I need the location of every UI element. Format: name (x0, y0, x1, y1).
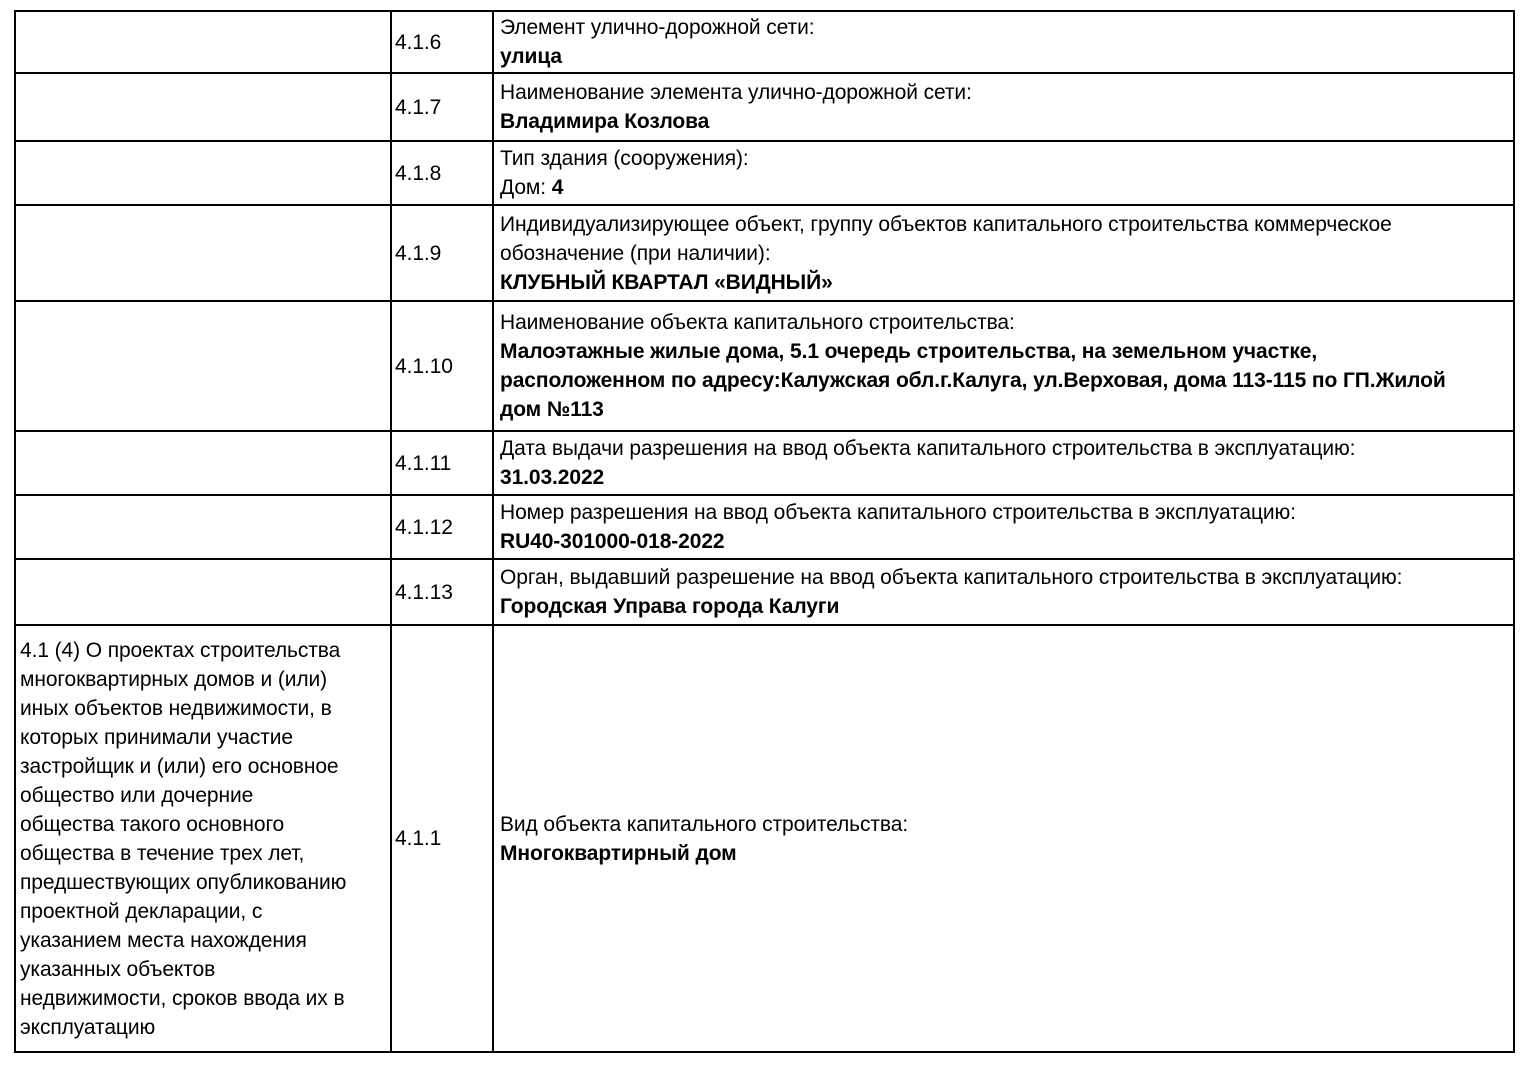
field-value: Малоэтажные жилые дома, 5.1 очередь строительства, на земельном участке, расположенном по адресу:Калужская обл.г.Калуга, ул.Верховая, дома 113-115 по ГП.Жилой дом №113 (500, 340, 1446, 421)
content-cell (493, 141, 1514, 205)
table-row (15, 11, 1514, 73)
field-value: улица (500, 45, 562, 68)
row-number: 4.1.8 (391, 141, 493, 205)
row-number: 4.1.10 (391, 301, 493, 431)
field-label: Элемент улично-дорожной сети: (500, 16, 815, 39)
table-row (15, 495, 1514, 559)
field-value: 31.03.2022 (500, 466, 605, 489)
row-number: 4.1.9 (391, 205, 493, 301)
field-label: Номер разрешения на ввод объекта капитального строительства в эксплуатацию: (500, 501, 1296, 524)
declaration-document (14, 10, 1515, 1053)
field-label: Дата выдачи разрешения на ввод объекта капитального строительства в эксплуатацию: (500, 437, 1356, 460)
table-row (15, 625, 1514, 1052)
content-cell (493, 559, 1514, 625)
table-row (15, 73, 1514, 141)
section-cell (15, 559, 391, 625)
table-row (15, 141, 1514, 205)
table-row (15, 301, 1514, 431)
section-title: 4.1 (4) О проектах строительства многоквартирных домов и (или) иных объектов недвижимости, в которых принимали участие застройщик и (или) его основное общество или дочерние общества такого основного общества в течение трех лет, предшествующих опубликованию проектной декларации, с указанием места нахождения указанных объектов недвижимости, сроков ввода их в эксплуатацию (20, 638, 347, 1039)
section-cell (15, 495, 391, 559)
field-label: Орган, выдавший разрешение на ввод объекта капитального строительства в эксплуатацию: (500, 566, 1403, 589)
content-cell (493, 431, 1514, 495)
content-cell (493, 495, 1514, 559)
row-number: 4.1.13 (391, 559, 493, 625)
field-label: Вид объекта капитального строительства: (500, 812, 909, 836)
section-cell (15, 11, 391, 73)
field-value: Многоквартирный дом (500, 841, 737, 865)
field-label: Наименование элемента улично-дорожной сети: (500, 81, 972, 104)
row-number: 4.1.1 (391, 625, 493, 1052)
field-label: Наименование объекта капитального строительства: (500, 311, 1015, 334)
field-label: Индивидуализирующее объект, группу объектов капитального строительства коммерческое обозначение (при наличии): (500, 212, 1392, 265)
field-value: Владимира Козлова (500, 110, 710, 133)
field-value: RU40-301000-018-2022 (500, 530, 725, 553)
section-cell (15, 141, 391, 205)
section-cell (15, 205, 391, 301)
content-cell (493, 301, 1514, 431)
table-row (15, 205, 1514, 301)
row-number: 4.1.12 (391, 495, 493, 559)
section-cell (15, 625, 391, 1052)
row-number: 4.1.6 (391, 11, 493, 73)
section-cell (15, 73, 391, 141)
table-row (15, 431, 1514, 495)
value-prefix: Дом: (500, 176, 552, 199)
declaration-table (14, 10, 1515, 1053)
field-value: Городская Управа города Калуги (500, 595, 840, 618)
content-cell (493, 625, 1514, 1052)
content-cell (493, 11, 1514, 73)
table-row (15, 559, 1514, 625)
content-cell (493, 73, 1514, 141)
row-number: 4.1.11 (391, 431, 493, 495)
section-cell (15, 301, 391, 431)
field-value: КЛУБНЫЙ КВАРТАЛ «ВИДНЫЙ» (500, 270, 833, 294)
field-value (500, 173, 1509, 202)
value-bold: 4 (551, 176, 564, 199)
field-label: Тип здания (сооружения): (500, 147, 749, 170)
row-number: 4.1.7 (391, 73, 493, 141)
content-cell (493, 205, 1514, 301)
section-cell (15, 431, 391, 495)
